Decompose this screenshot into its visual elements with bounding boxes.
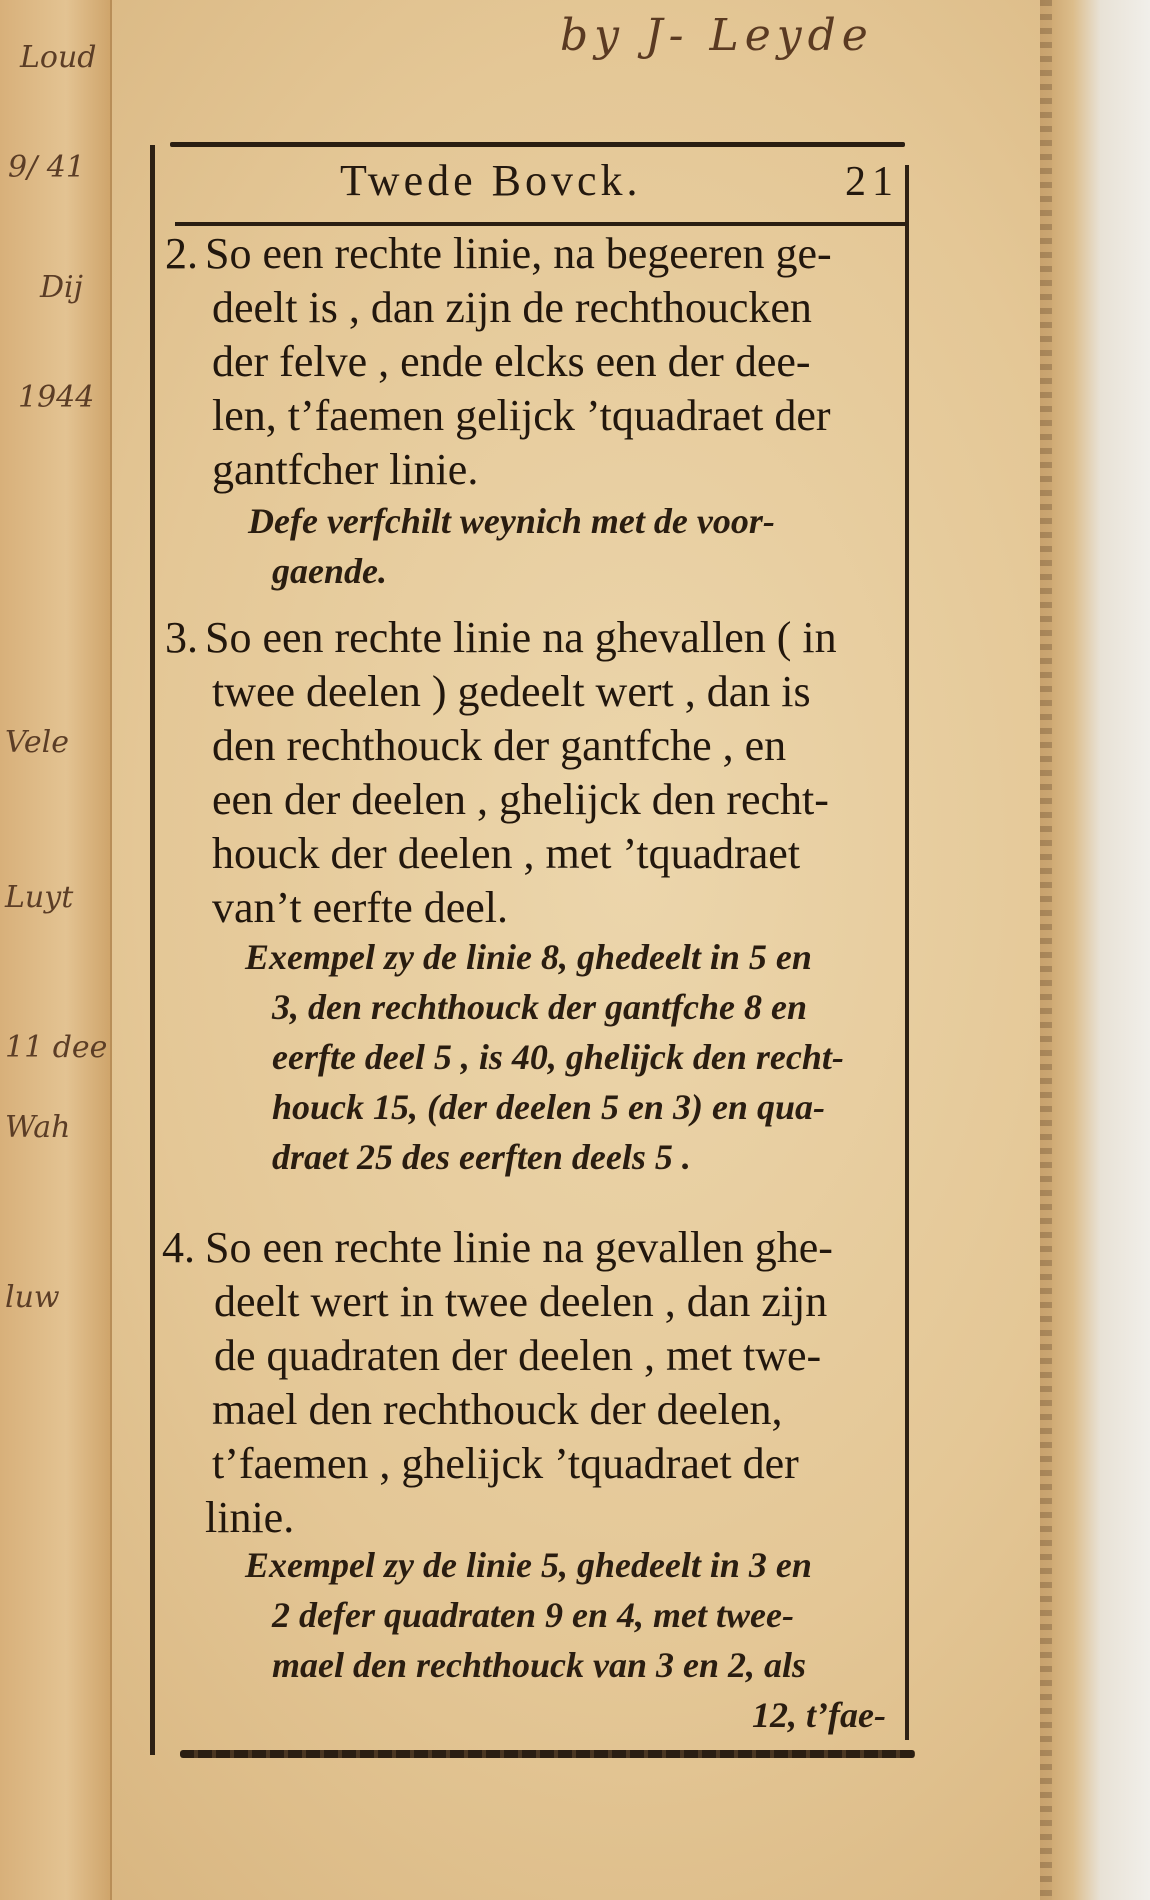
proposition-note: Exempel zy de linie 5, ghedeelt in 3 en xyxy=(245,1545,812,1585)
proposition-note: houck 15, (der deelen 5 en 3) en qua- xyxy=(272,1087,825,1127)
proposition-line: gantfcher linie. xyxy=(212,445,479,494)
frame-left-rule xyxy=(150,145,155,1755)
proposition-number: 3. xyxy=(165,613,198,662)
proposition-line: len, t’faemen gelijck ’tquadraet der xyxy=(212,391,831,440)
margin-note: Loud xyxy=(20,40,97,75)
proposition-line: t’faemen , ghelijck ’tquadraet der xyxy=(212,1439,799,1488)
right-page-edge xyxy=(1040,0,1150,1900)
proposition-note: 2 defer quadraten 9 en 4, met twee- xyxy=(272,1595,794,1635)
header-rule xyxy=(175,222,905,226)
proposition-line: twee deelen ) gedeelt wert , dan is xyxy=(212,667,811,716)
proposition-note: draet 25 des eerften deels 5 . xyxy=(272,1137,691,1177)
proposition-line: So een rechte linie na ghevallen ( in xyxy=(205,613,837,662)
margin-note: 11 dee xyxy=(5,1030,108,1065)
proposition-line: de quadraten der deelen , met twe- xyxy=(214,1331,822,1380)
handwritten-signature: by J- Leyde xyxy=(560,10,874,61)
proposition-note: eerfte deel 5 , is 40, ghelijck den recht- xyxy=(272,1037,844,1077)
proposition-note: Defe verfchilt weynich met de voor- xyxy=(248,501,775,541)
catchword: 12, t’fae- xyxy=(752,1695,886,1735)
frame-right-rule xyxy=(905,165,909,1740)
proposition-note: mael den rechthouck van 3 en 2, als xyxy=(272,1645,807,1685)
proposition-line: van’t eerfte deel. xyxy=(212,883,509,932)
frame-bottom-rule xyxy=(180,1750,915,1758)
proposition-note: 3, den rechthouck der gantfche 8 en xyxy=(272,987,807,1027)
margin-note: 1944 xyxy=(18,380,95,415)
page-number: 21 xyxy=(845,159,899,205)
proposition-line: deelt is , dan zijn de rechthoucken xyxy=(212,283,812,332)
running-head: Twede Bovck. xyxy=(340,156,642,205)
margin-note: luw xyxy=(5,1280,60,1315)
frame-top-rule xyxy=(170,142,905,147)
proposition-line: den rechthouck der gantfche , en xyxy=(212,721,787,770)
proposition-line: een der deelen , ghelijck den recht- xyxy=(212,775,829,824)
proposition-number: 4. xyxy=(162,1223,195,1272)
proposition-line: linie. xyxy=(205,1493,295,1542)
proposition-number: 2. xyxy=(165,229,198,278)
binding-edge xyxy=(1040,0,1052,1900)
proposition-line: So een rechte linie, na begeeren ge- xyxy=(205,229,832,278)
proposition-line: der felve , ende elcks een der dee- xyxy=(212,337,811,386)
margin-note: Luyt xyxy=(5,880,74,915)
margin-note: 9/ 41 xyxy=(8,150,85,185)
margin-note: Wah xyxy=(5,1110,71,1145)
margin-note: Dij xyxy=(40,270,83,305)
proposition-line: So een rechte linie na gevallen ghe- xyxy=(205,1223,833,1272)
proposition-note: gaende. xyxy=(272,551,387,591)
proposition-line: houck der deelen , met ’tquadraet xyxy=(212,829,801,878)
proposition-note: Exempel zy de linie 8, ghedeelt in 5 en xyxy=(245,937,812,977)
proposition-line: mael den rechthouck der deelen, xyxy=(212,1385,783,1434)
margin-note: Vele xyxy=(5,725,70,760)
proposition-line: deelt wert in twee deelen , dan zijn xyxy=(214,1277,828,1326)
